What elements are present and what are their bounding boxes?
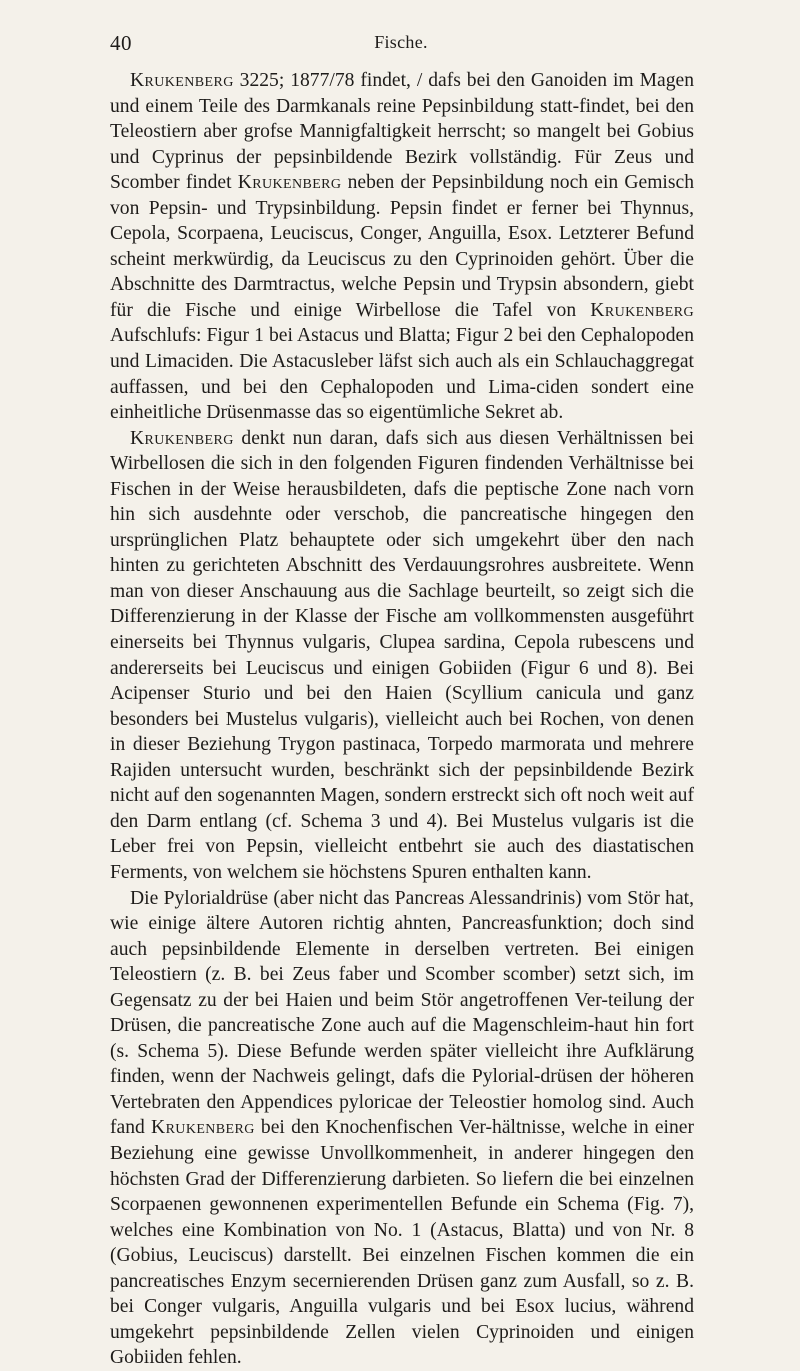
text-run: neben der Pepsinbildung noch ein Gemisch von Pepsin- und Trypsinbildung. Pepsin findet er ferner bei Thynnus, Cepola, Scorpaena, Leuciscus, Conger, Anguilla, Esox. Letzterer Befund scheint merkwürdig, da Leuciscus zu den Cyprinoiden gehört. Über die Abschnitte des Darmtractus, welche Pepsin und Trypsin absondern, giebt für die Fische und einige Wirbellose die Tafel von <box>110 172 694 321</box>
author-name: Krukenberg <box>590 299 694 321</box>
paragraph <box>110 886 694 1371</box>
paragraph <box>110 68 694 426</box>
paragraph <box>110 426 694 886</box>
author-name: Krukenberg <box>130 70 234 91</box>
author-name: Krukenberg <box>151 1117 255 1139</box>
page-header <box>110 31 692 57</box>
author-name: Krukenberg <box>237 172 342 194</box>
text-run: Aufschlufs: Figur 1 bei Astacus und Blatta; Figur 2 bei den Cephalopoden und Limaciden. Die Astacusleber läfst sich auch als ein Schlauchaggregat auffassen, und bei den Cephalopoden und Lima-ciden sondert eine einheitliche Drüsenmasse das so eigentümliche Sekret ab. <box>110 325 694 424</box>
body-text <box>110 68 694 1371</box>
text-run: denkt nun daran, dafs sich aus diesen Verhältnissen bei Wirbellosen die sich in den folgenden Figuren findenden Verhältnisse bei Fischen in der Weise herausbildeten, dafs die peptische Zone nach vorn hin sich ausdehnte oder verschob, die pancreatische hingegen den ursprünglichen Platz behauptete oder sich umgekehrt über den nach hinten zu gerichteten Abschnitt des Verdauungsrohres ausbreitete. Wenn man von dieser Anschauung aus die Sachlage beurteilt, so zeigt sich die Differenzierung in der Klasse der Fische am vollkommensten ausgeführt einerseits bei Thynnus vulgaris, Clupea sardina, Cepola rubescens und andererseits bei Leuciscus und einigen Gobiiden (Figur 6 und 8). Bei Acipenser Sturio und bei den Haien (Scyllium canicula und ganz besonders bei Mustelus vulgaris), vielleicht auch bei Rochen, von denen in dieser Beziehung Trygon pastinaca, Torpedo marmorata und mehrere Rajiden untersucht wurden, beschränkt sich der pepsinbildende Bezirk nicht auf den sogenannten Magen, sondern erstreckt sich oft noch weit auf den Darm entlang (cf. Schema 3 und 4). Bei Mustelus vulgaris ist die Leber frei von Pepsin, vielleicht entbehrt sie auch des diastatischen Ferments, von welchem sie höchstens Spuren enthalten kann. <box>110 427 694 883</box>
text-run: bei den Knochenfischen Ver-hältnisse, welche in einer Beziehung eine gewisse Unvollkommenheit, in anderer hingegen den höchsten Grad der Differenzierung darbieten. So liefern die bei einzelnen Scorpaenen gewonnenen experimentellen Befunde ein Schema (Fig. 7), welches eine Kombination von No. 1 (Astacus, Blatta) und von Nr. 8 (Gobius, Leuciscus) darstellt. Bei einzelnen Fischen kommen die ein pancreatisches Enzym secernierenden Drüsen ganz zum Ausfall, so z. B. bei Conger vulgaris, Anguilla vulgaris und bei Esox lucius, während umgekehrt pepsinbildende Zellen vielen Cyprinoiden und einigen Gobiiden fehlen. <box>110 1117 694 1369</box>
text-run: Die Pylorialdrüse (aber nicht das Pancreas Alessandrinis) vom Stör hat, wie einige ältere Autoren richtig ahnten, Pancreasfunktion; doch sind auch pepsinbildende Elemente in derselben vertreten. Bei einigen Teleostiern (z. B. bei Zeus faber und Scomber scomber) setzt sich, im Gegensatz zu der bei Haien und beim Stör angetroffenen Ver-teilung der Drüsen, die pancreatische Zone auch auf die Magenschleim-haut hin fort (s. Schema 5). Diese Befunde werden später vielleicht ihre Aufklärung finden, wenn der Nachweis gelingt, dafs die Pylorial-drüsen der höheren Vertebraten den Appendices pyloricae der Teleostier homolog sind. Auch fand <box>110 887 694 1139</box>
running-title: Fische. <box>374 32 428 52</box>
page-number: 40 <box>110 31 132 55</box>
text-run: 3225; 1877/78 findet, / dafs bei den Ganoiden im Magen und einem Teile des Darmkanals reine Pepsinbildung statt-findet, bei den Teleostiern aber grofse Mannigfaltigkeit herrscht; so mangelt bei Gobius und Cyprinus der pepsinbildende Bezirk vollständig. Für Zeus und Scomber findet <box>110 70 694 194</box>
author-name: Krukenberg <box>130 427 234 449</box>
